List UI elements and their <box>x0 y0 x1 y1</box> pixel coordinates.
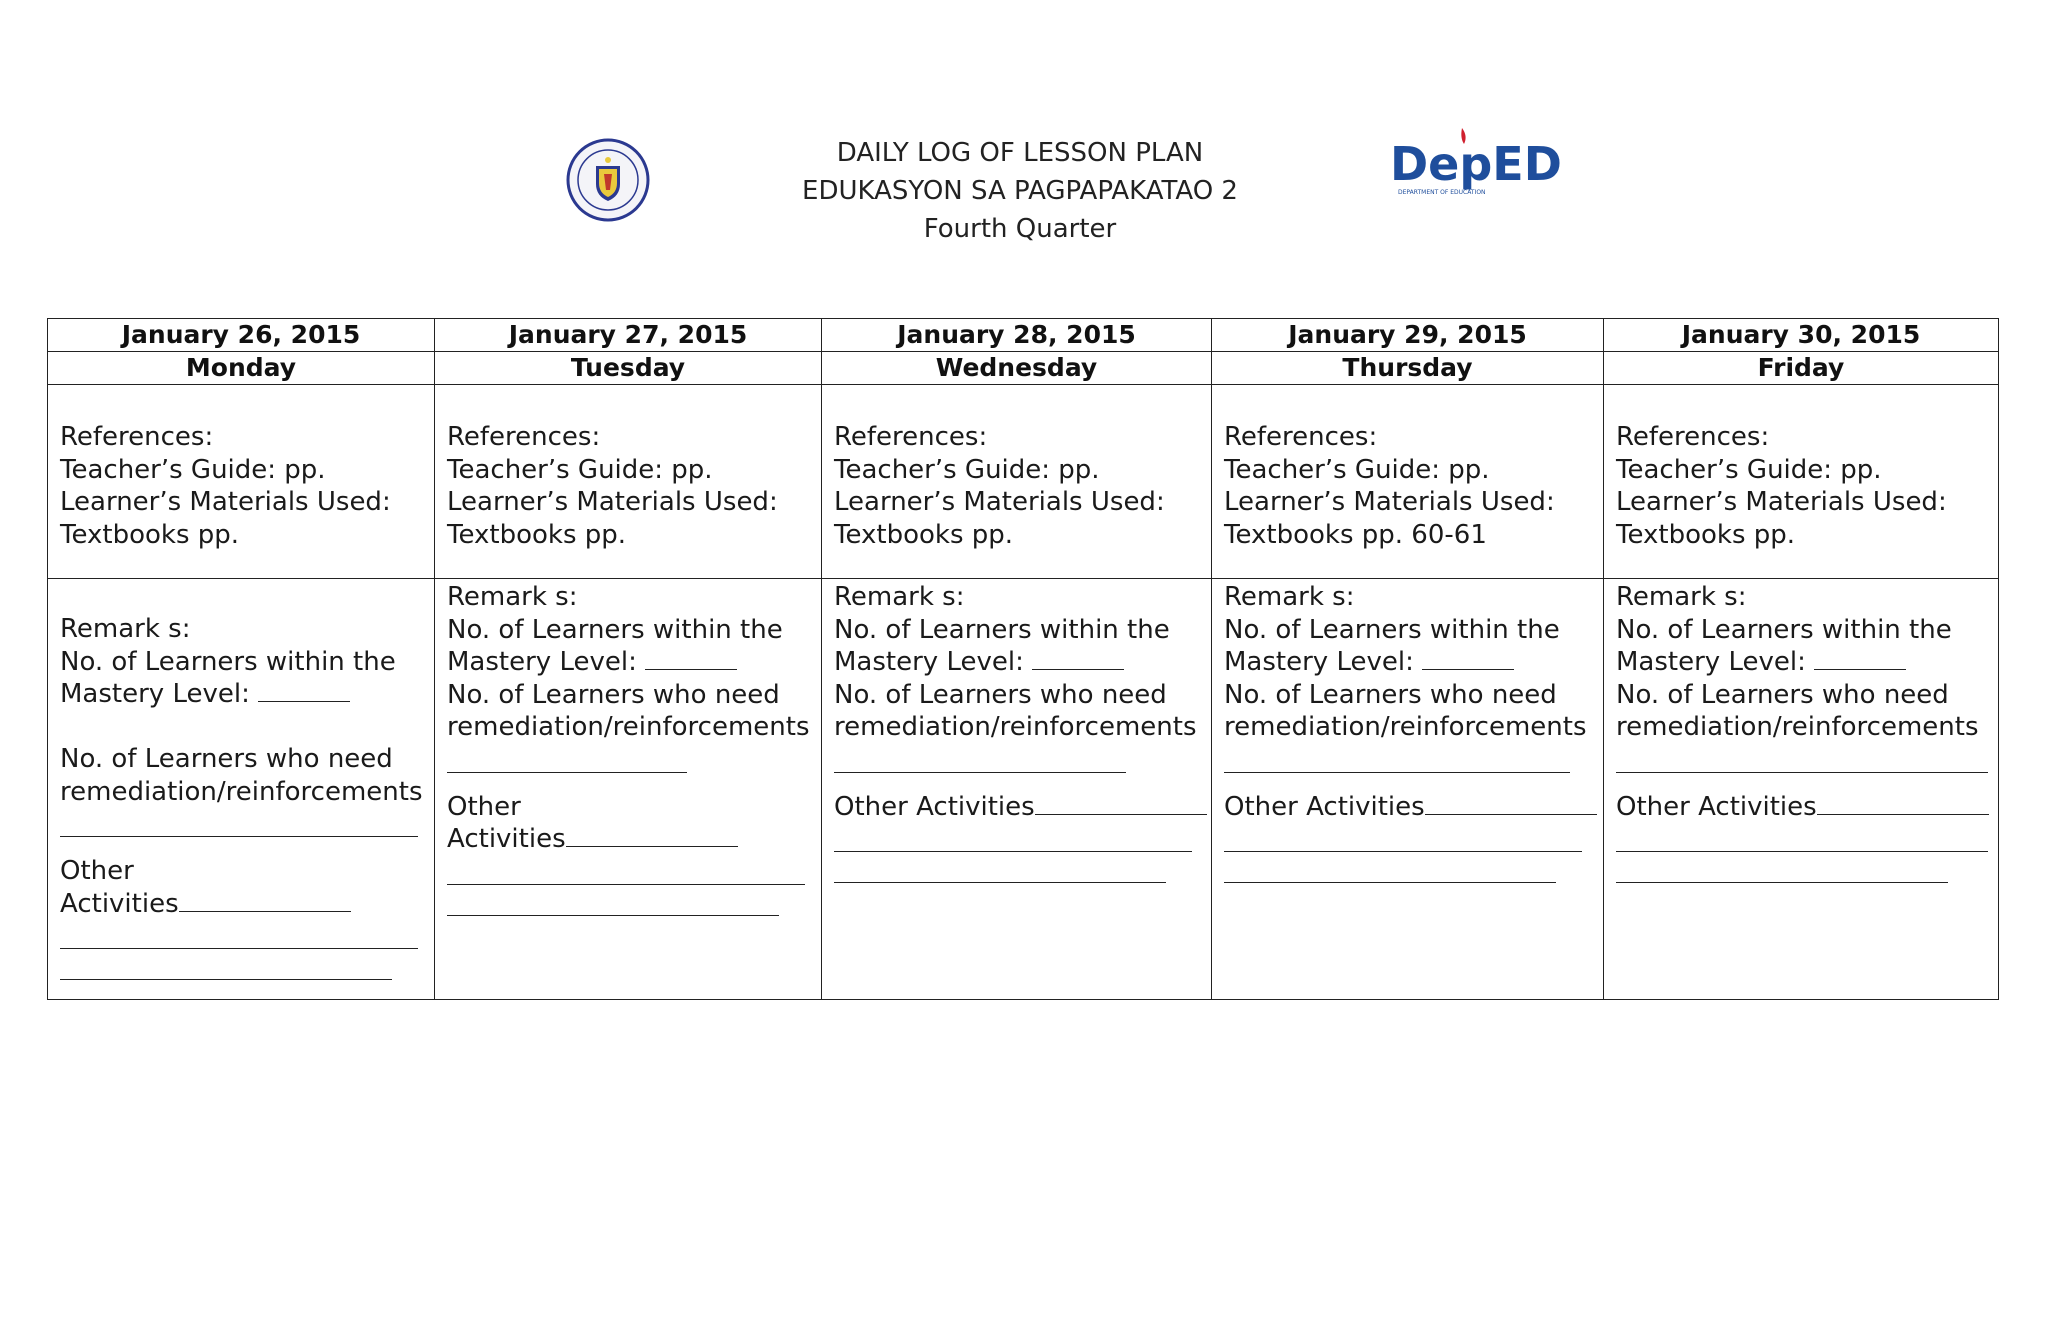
teachers-guide-label: Teacher’s Guide: pp. <box>447 454 713 485</box>
remarks-cell-wednesday <box>822 579 1212 1000</box>
remarks-cell-friday <box>1604 579 1999 1000</box>
document-title: DAILY LOG OF LESSON PLAN <box>836 138 1204 168</box>
remarks-row <box>48 579 1999 1000</box>
remediation-blank[interactable] <box>60 808 418 837</box>
day-header: Tuesday <box>435 352 822 385</box>
learners-materials-label: Learner’s Materials Used: <box>1616 487 1947 517</box>
remediation-blank[interactable] <box>1616 744 1988 773</box>
references-label: References: <box>1224 422 1378 452</box>
need-remediation-label: No. of Learners who need <box>60 744 393 774</box>
lesson-log-table <box>47 318 1999 1000</box>
other-activities-label: Other Activities <box>1224 791 1425 822</box>
references-cell-tuesday <box>435 385 822 579</box>
mastery-level-label: Mastery Level: <box>1224 647 1414 677</box>
remarks-label: Remark s: <box>834 582 965 612</box>
remediation-label: remediation/reinforcements <box>447 712 810 742</box>
within-mastery-label: No. of Learners within the <box>447 614 783 645</box>
activities-line[interactable] <box>60 949 392 980</box>
remediation-label: remediation/reinforcements <box>834 712 1197 742</box>
textbooks-label: Textbooks pp. <box>834 519 1014 550</box>
activities-line[interactable] <box>1224 823 1582 852</box>
need-remediation-label: No. of Learners who need <box>447 679 780 710</box>
textbooks-label: Textbooks pp. <box>60 519 240 550</box>
other-label: Other <box>447 791 521 822</box>
deped-logo-text: DepED <box>1390 137 1562 191</box>
remarks-label: Remark s: <box>1224 582 1355 612</box>
mastery-count-blank[interactable] <box>258 679 350 702</box>
date-header: January 29, 2015 <box>1212 319 1604 352</box>
references-label: References: <box>447 422 601 452</box>
references-label: References: <box>60 422 214 452</box>
quarter-label: Fourth Quarter <box>923 214 1117 244</box>
activities-line[interactable] <box>60 920 418 949</box>
date-header: January 28, 2015 <box>822 319 1212 352</box>
mastery-count-blank[interactable] <box>1032 647 1124 670</box>
within-mastery-label: No. of Learners within the <box>834 614 1170 645</box>
references-cell-thursday <box>1212 385 1604 579</box>
other-activities-label: Other Activities <box>1616 791 1817 822</box>
references-cell-wednesday <box>822 385 1212 579</box>
date-header: January 30, 2015 <box>1604 319 1999 352</box>
need-remediation-label: No. of Learners who need <box>834 679 1167 710</box>
within-mastery-label: No. of Learners within the <box>1224 614 1560 645</box>
activities-blank[interactable] <box>1425 792 1597 815</box>
other-label: Other <box>60 856 134 886</box>
remarks-cell-tuesday <box>435 579 822 1000</box>
subject-title: EDUKASYON SA PAGPAPAKATAO 2 <box>802 176 1238 206</box>
activities-line[interactable] <box>834 823 1192 852</box>
need-remediation-label: No. of Learners who need <box>1616 679 1949 710</box>
within-mastery-label: No. of Learners within the <box>1616 614 1952 645</box>
activities-label: Activities <box>447 824 566 854</box>
mastery-level-label: Mastery Level: <box>447 647 637 677</box>
remarks-label: Remark s: <box>447 582 578 612</box>
learners-materials-label: Learner’s Materials Used: <box>834 487 1165 517</box>
activities-line[interactable] <box>1224 852 1556 883</box>
teachers-guide-label: Teacher’s Guide: pp. <box>834 454 1100 485</box>
day-row <box>48 352 1999 385</box>
activities-blank[interactable] <box>1817 792 1989 815</box>
learners-materials-label: Learner’s Materials Used: <box>447 487 778 517</box>
learners-materials-label: Learner’s Materials Used: <box>60 487 391 517</box>
activities-line[interactable] <box>1616 823 1988 852</box>
day-header: Thursday <box>1212 352 1604 385</box>
activities-line[interactable] <box>447 885 779 916</box>
activities-line[interactable] <box>447 856 805 885</box>
mastery-count-blank[interactable] <box>1814 647 1906 670</box>
date-row <box>48 319 1999 352</box>
remediation-label: remediation/reinforcements <box>60 776 423 807</box>
deped-logo-subtext: DEPARTMENT OF EDUCATION <box>1398 189 1486 196</box>
references-cell-friday <box>1604 385 1999 579</box>
remarks-label: Remark s: <box>1616 582 1747 612</box>
mastery-level-label: Mastery Level: <box>60 679 250 709</box>
references-label: References: <box>834 422 988 452</box>
activities-blank[interactable] <box>566 824 738 847</box>
day-header: Monday <box>48 352 435 385</box>
remediation-label: remediation/reinforcements <box>1224 712 1587 742</box>
mastery-level-label: Mastery Level: <box>834 647 1024 677</box>
remediation-blank[interactable] <box>834 744 1126 773</box>
activities-label: Activities <box>60 888 179 919</box>
learners-materials-label: Learner’s Materials Used: <box>1224 487 1555 517</box>
textbooks-label: Textbooks pp. <box>1616 519 1796 550</box>
remediation-label: remediation/reinforcements <box>1616 712 1979 742</box>
within-mastery-label: No. of Learners within the <box>60 646 396 677</box>
mastery-count-blank[interactable] <box>1422 647 1514 670</box>
references-row <box>48 385 1999 579</box>
day-header: Wednesday <box>822 352 1212 385</box>
textbooks-label: Textbooks pp. 60-61 <box>1224 519 1487 550</box>
need-remediation-label: No. of Learners who need <box>1224 679 1557 710</box>
references-cell-monday <box>48 385 435 579</box>
remarks-cell-monday <box>48 579 435 1000</box>
remarks-label: Remark s: <box>60 614 191 644</box>
mastery-count-blank[interactable] <box>645 647 737 670</box>
deped-logo <box>1390 122 1562 202</box>
document-header <box>760 134 1280 248</box>
mastery-level-label: Mastery Level: <box>1616 647 1806 677</box>
date-header: January 26, 2015 <box>48 319 435 352</box>
activities-line[interactable] <box>834 852 1166 883</box>
day-header: Friday <box>1604 352 1999 385</box>
other-activities-label: Other Activities <box>834 791 1035 822</box>
references-label: References: <box>1616 422 1770 452</box>
remediation-blank[interactable] <box>447 744 687 773</box>
teachers-guide-label: Teacher’s Guide: pp. <box>60 454 326 485</box>
activities-blank[interactable] <box>1035 792 1207 815</box>
date-header: January 27, 2015 <box>435 319 822 352</box>
activities-blank[interactable] <box>179 889 351 912</box>
teachers-guide-label: Teacher’s Guide: pp. <box>1616 454 1882 485</box>
textbooks-label: Textbooks pp. <box>447 519 627 550</box>
teachers-guide-label: Teacher’s Guide: pp. <box>1224 454 1490 485</box>
remarks-cell-thursday <box>1212 579 1604 1000</box>
deped-seal-logo <box>566 138 650 222</box>
activities-line[interactable] <box>1616 852 1948 883</box>
remediation-blank[interactable] <box>1224 744 1570 773</box>
